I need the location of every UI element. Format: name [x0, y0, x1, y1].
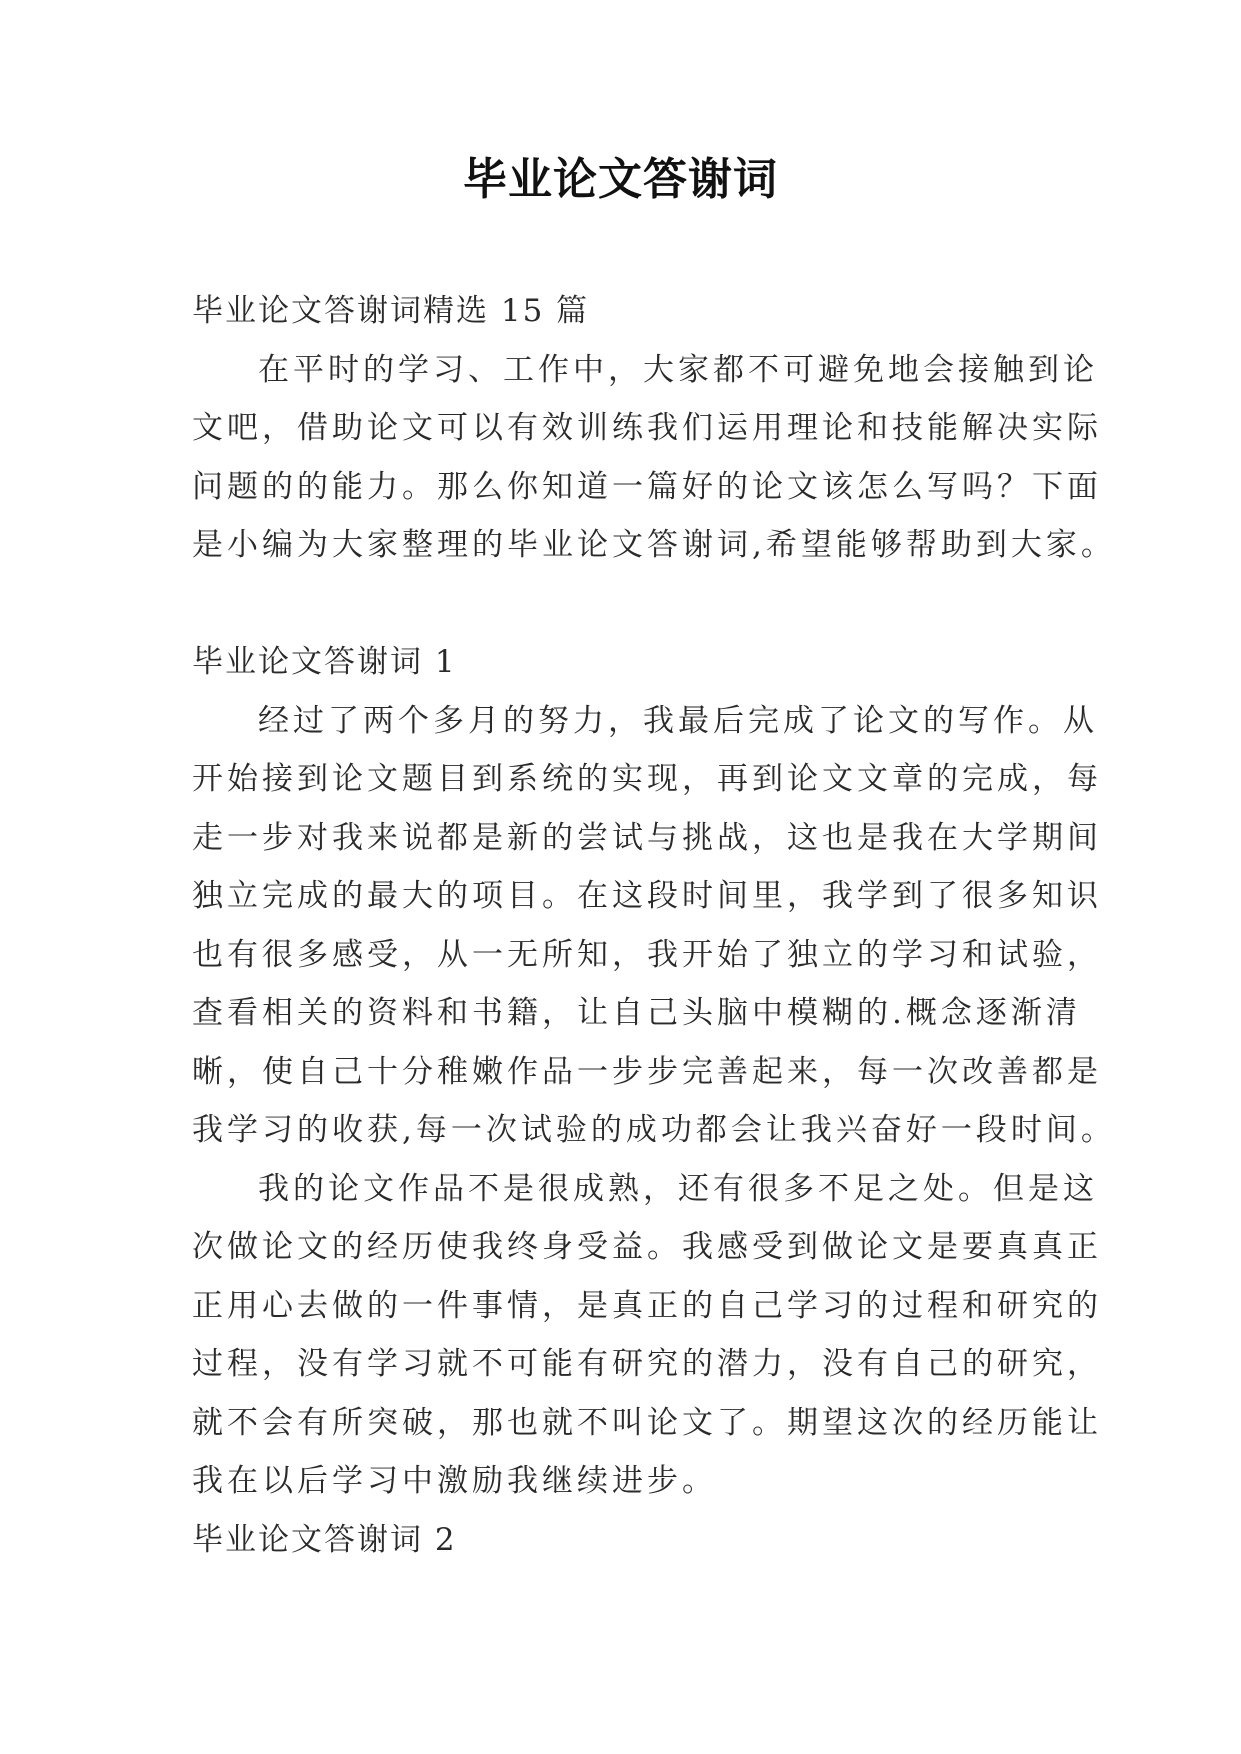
paragraph-line: 我在以后学习中激励我继续进步。	[192, 1463, 717, 1499]
intro-line: 在平时的学习、工作中，大家都不可避免地会接触到论	[258, 351, 1098, 388]
paragraph-line: 独立完成的最大的项目。在这段时间里，我学到了很多知识	[192, 878, 1102, 914]
document-title: 毕业论文答谢词	[463, 154, 778, 205]
paragraph-line: 就不会有所突破，那也就不叫论文了。期望这次的经历能让	[192, 1404, 1102, 1441]
section-heading: 毕业论文答谢词 1	[192, 644, 457, 680]
intro-line: 是小编为大家整理的毕业论文答谢词,希望能够帮助到大家。	[192, 527, 1116, 563]
subtitle: 毕业论文答谢词精选 15 篇	[192, 293, 590, 329]
intro-line: 文吧，借助论文可以有效训练我们运用理论和技能解决实际	[192, 410, 1102, 446]
spacer	[192, 575, 1052, 634]
paragraph-line: 我的论文作品不是很成熟，还有很多不足之处。但是这	[258, 1170, 1098, 1207]
intro-line: 问题的的能力。那么你知道一篇好的论文该怎么写吗？下面	[192, 468, 1102, 505]
paragraph-line: 次做论文的经历使我终身受益。我感受到做论文是要真真正	[192, 1229, 1102, 1265]
paragraph-line: 也有很多感受，从一无所知，我开始了独立的学习和试验，	[192, 936, 1102, 973]
paragraph-line: 我学习的收获,每一次试验的成功都会让我兴奋好一段时间。	[192, 1112, 1116, 1148]
paragraph-line: 正用心去做的一件事情，是真正的自己学习的过程和研究的	[192, 1287, 1102, 1324]
paragraph-line: 晰，使自己十分稚嫩作品一步步完善起来，每一次改善都是	[192, 1053, 1102, 1090]
section-heading: 毕业论文答谢词 2	[192, 1521, 457, 1558]
paragraph-line: 查看相关的资料和书籍，让自己头脑中模糊的.概念逐渐清	[192, 995, 1081, 1031]
paragraph-line: 经过了两个多月的努力，我最后完成了论文的写作。从	[258, 702, 1098, 739]
paragraph-line: 走一步对我来说都是新的尝试与挑战，这也是我在大学期间	[192, 819, 1102, 856]
paragraph-line: 开始接到论文题目到系统的实现，再到论文文章的完成，每	[192, 761, 1102, 797]
document-body	[192, 282, 1116, 1569]
paragraph-line: 过程，没有学习就不可能有研究的潜力，没有自己的研究，	[192, 1346, 1102, 1382]
